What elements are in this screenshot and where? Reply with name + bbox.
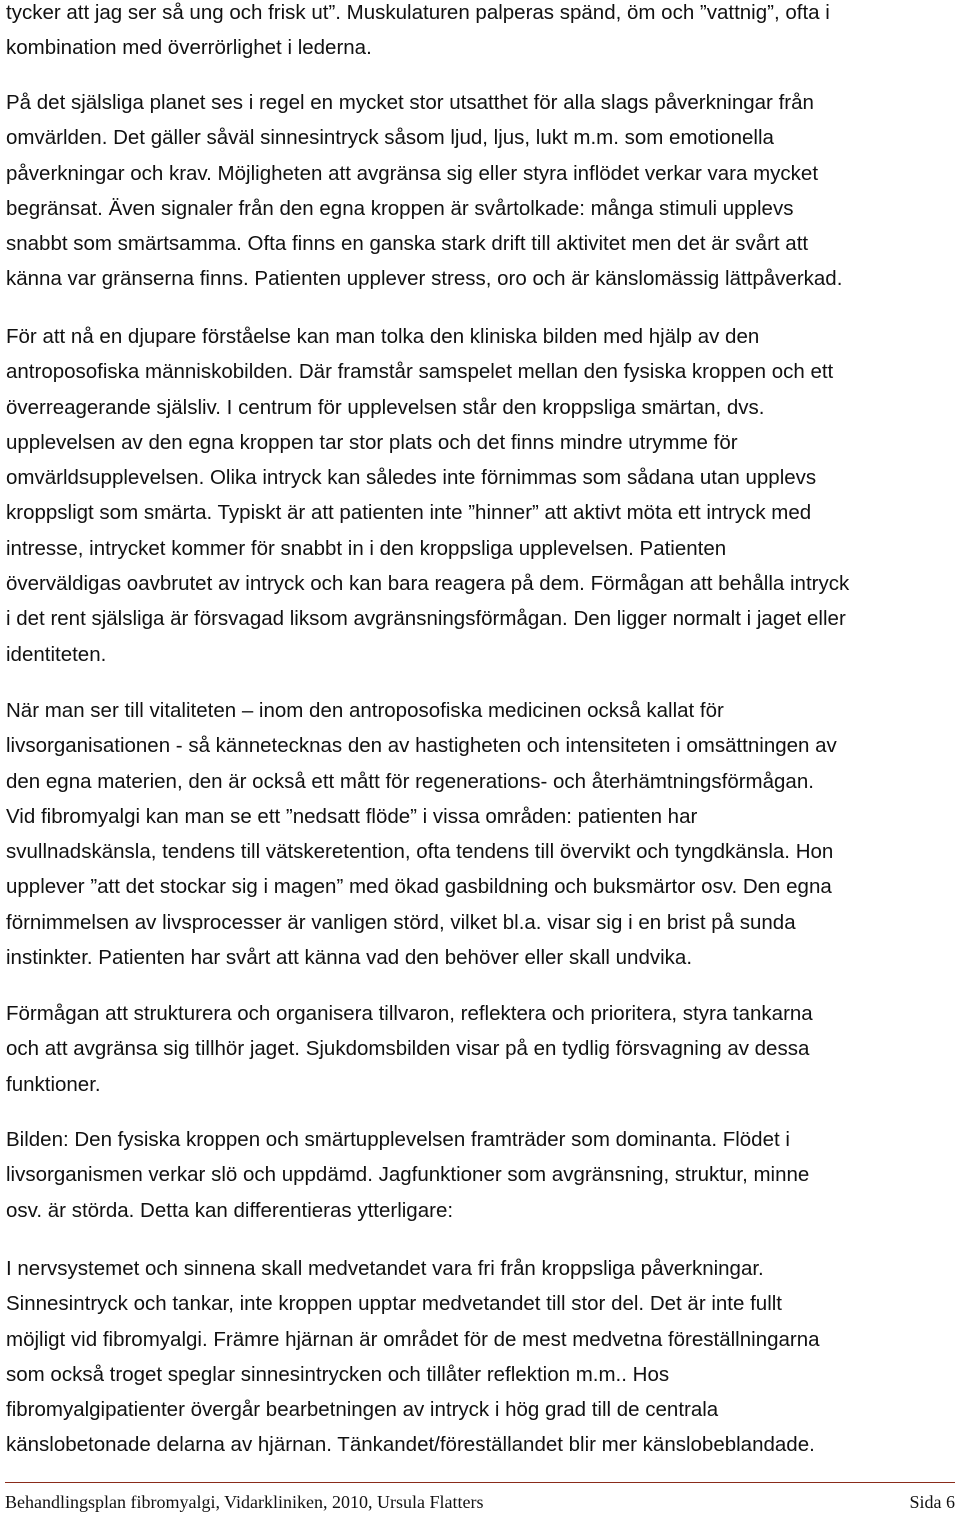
paragraph-line: intresse, intrycket kommer för snabbt in i den kroppsliga upplevelsen. Patienten — [6, 536, 727, 560]
paragraph-1 — [6, 0, 830, 66]
paragraph-line: tycker att jag ser så ung och frisk ut”. Muskulaturen palperas spänd, öm och ”vattnig”, ofta i — [6, 1, 830, 24]
paragraph-line: När man ser till vitaliteten – inom den antroposofiska medicinen också kallat för — [6, 699, 724, 722]
paragraph-line: instinkter. Patienten har svårt att känna vad den behöver eller skall undvika. — [6, 946, 693, 970]
paragraph-line: Vid fibromyalgi kan man se ett ”nedsatt flöde” i vissa områden: patienten har — [6, 804, 698, 828]
paragraph-line: livsorganisationen - så kännetecknas den av hastigheten och intensiteten i omsättningen av — [6, 734, 837, 758]
paragraph-line: För att nå en djupare förståelse kan man tolka den kliniska bilden med hjälp av den — [6, 325, 760, 348]
paragraph-line: möjligt vid fibromyalgi. Främre hjärnan är området för de mest medvetna föreställningarna — [6, 1327, 820, 1351]
paragraph-line: omvärlden. Det gäller såväl sinnesintryck såsom ljud, ljus, lukt m.m. som emotionella — [6, 126, 774, 150]
paragraph-line: och att avgränsa sig tillhör jaget. Sjukdomsbilden visar på en tydlig försvagning av dessa — [6, 1037, 810, 1061]
page-footer — [5, 1488, 955, 1516]
paragraph-3 — [6, 319, 849, 672]
paragraph-7 — [6, 1251, 820, 1463]
paragraph-line: Sinnesintryck och tankar, inte kroppen upptar medvetandet till stor del. Det är inte fullt — [6, 1292, 782, 1316]
paragraph-line: livsorganismen verkar slö och uppdämd. Jagfunktioner som avgränsning, struktur, minne — [6, 1163, 810, 1187]
paragraph-line: överreagerande själsliv. I centrum för upplevelsen står den kroppsliga smärtan, dvs. — [6, 395, 765, 419]
paragraph-line: omvärldsupplevelsen. Olika intryck kan således inte förnimmas som sådana utan upplevs — [6, 466, 817, 490]
paragraph-line: kombination med överrörlighet i lederna. — [6, 36, 372, 60]
paragraph-6 — [6, 1122, 809, 1228]
paragraph-line: fibromyalgipatienter övergår bearbetningen av intryck i hög grad till de centrala — [6, 1398, 719, 1422]
paragraph-line: Bilden: Den fysiska kroppen och smärtupplevelsen framträder som dominanta. Flödet i — [6, 1128, 790, 1151]
paragraph-line: i det rent själsliga är försvagad liksom avgränsningsförmågan. Den ligger normalt i jaget eller — [6, 607, 846, 631]
paragraph-4 — [6, 693, 837, 975]
paragraph-line: kroppsligt som smärta. Typiskt är att patienten inte ”hinner” att aktivt möta ett intryck med — [6, 501, 812, 525]
footer-page-number: Sida 6 — [909, 1492, 955, 1512]
paragraph-line: osv. är störda. Detta kan differentieras ytterligare: — [6, 1198, 454, 1222]
paragraph-line: begränsat. Även signaler från den egna kroppen är svårtolkade: många stimuli upplevs — [6, 196, 794, 220]
paragraph-line: upplever ”att det stockar sig i magen” med ökad gasbildning och buksmärtor osv. Den egna — [6, 875, 832, 899]
paragraph-line: Förmågan att strukturera och organisera tillvaron, reflektera och prioritera, styra tankarna — [6, 1002, 813, 1025]
paragraph-line: överväldigas oavbrutet av intryck och kan bara reagera på dem. Förmågan att behålla intryck — [6, 572, 850, 596]
paragraph-line: förnimmelsen av livsprocesser är vanligen störd, vilket bl.a. visar sig i en brist på sunda — [6, 910, 796, 934]
paragraph-line: påverkningar och krav. Möjligheten att avgränsa sig eller styra inflödet verkar vara mycket — [6, 161, 819, 185]
paragraph-line: som också troget speglar sinnesintrycken och tillåter reflektion m.m.. Hos — [6, 1362, 670, 1386]
paragraph-5 — [6, 996, 813, 1102]
footer-divider — [5, 1482, 955, 1483]
paragraph-line: På det själsliga planet ses i regel en mycket stor utsatthet för alla slags påverkningar från — [6, 91, 814, 114]
footer-document-title: Behandlingsplan fibromyalgi, Vidarkliniken, 2010, Ursula Flatters — [5, 1492, 484, 1512]
paragraph-line: svullnadskänsla, tendens till vätskeretention, ofta tendens till övervikt och tyngdkänsla. Hon — [6, 840, 834, 864]
paragraph-2 — [6, 85, 842, 297]
paragraph-line: känna var gränserna finns. Patienten upplever stress, oro och är känslomässig lättpåverkad. — [6, 267, 843, 291]
paragraph-line: upplevelsen av den egna kroppen tar stor plats och det finns mindre utrymme för — [6, 430, 738, 454]
paragraph-line: antroposofiska människobilden. Där framstår samspelet mellan den fysiska kroppen och ett — [6, 360, 834, 384]
paragraph-line: den egna materien, den är också ett mått för regenerations- och återhämtningsförmågan. — [6, 769, 814, 793]
paragraph-line: känslobetonade delarna av hjärnan. Tänkandet/föreställandet blir mer känslobeblandade. — [6, 1433, 815, 1457]
paragraph-line: snabbt som smärtsamma. Ofta finns en ganska stark drift till aktivitet men det är svårt att — [6, 232, 809, 256]
paragraph-line: funktioner. — [6, 1072, 101, 1096]
paragraph-line: identiteten. — [6, 642, 107, 666]
paragraph-line: I nervsystemet och sinnena skall medvetandet vara fri från kroppsliga påverkningar. — [6, 1257, 764, 1280]
